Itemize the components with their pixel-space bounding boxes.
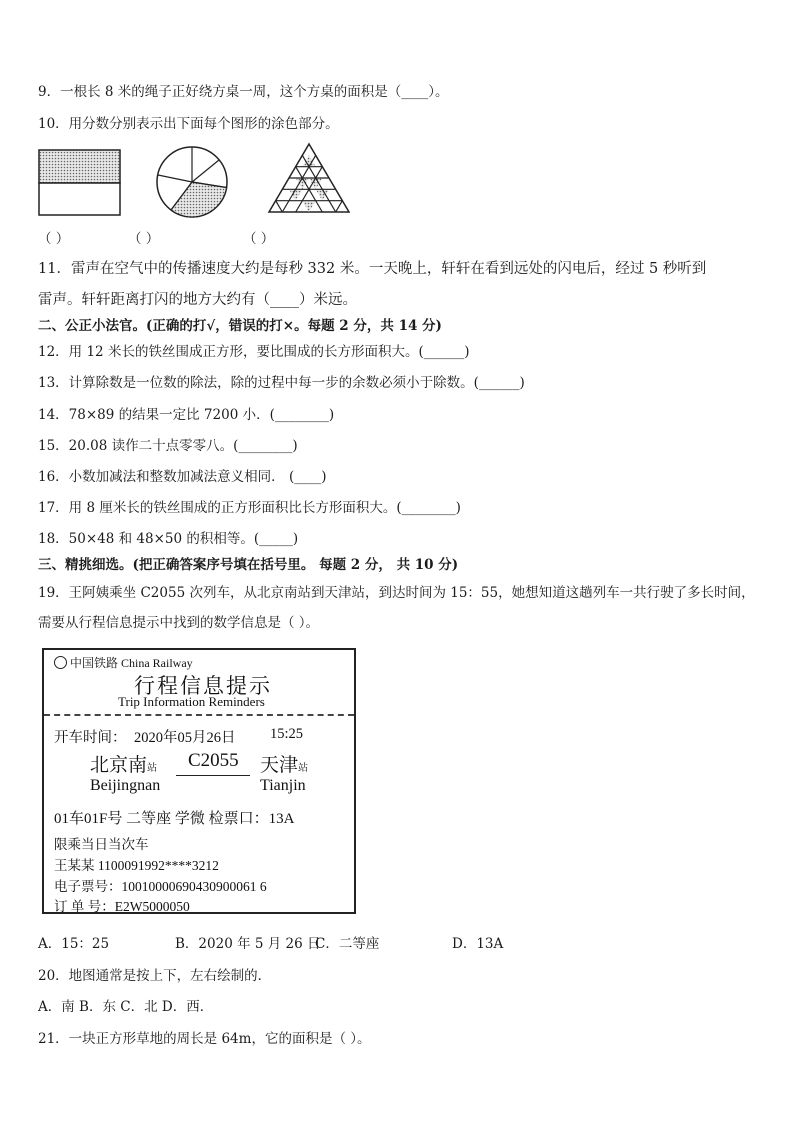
ticket-note: 限乘当日当次车: [54, 837, 149, 852]
q19-option-a: A．15：25: [38, 936, 110, 952]
question-12: 12．用 12 米长的铁丝围成正方形，要比围成的长方形面积大。(______): [38, 344, 470, 360]
question-11-line1: 11．雷声在空气中的传播速度大约是每秒 332 米。一天晚上，轩轩在看到远处的闪电后，经过 5 秒听到: [38, 261, 707, 277]
depart-date: 2020年05月26日: [134, 730, 236, 746]
question-15: 15．20.08 读作二十点零零八。(________): [38, 438, 298, 454]
railway-logo-icon: [54, 656, 67, 669]
question-9: 9．一根长 8 米的绳子正好绕方桌一周，这个方桌的面积是（____）。: [38, 84, 449, 100]
q20-options: A．南 B．东 C．北 D．西．: [38, 999, 214, 1015]
q10-blank-1: （ ）: [38, 231, 70, 247]
question-20: 20．地图通常是按上下，左右绘制的．: [38, 968, 272, 984]
eticket-number: 电子票号：10010000690430900061 6: [54, 879, 267, 894]
train-number: C2055: [188, 750, 239, 771]
circle-figure: [157, 147, 227, 217]
from-station-cn: 北京南站: [90, 755, 158, 776]
question-11-line2: 雷声。轩轩距离打闪的地方大约有（____）米远。: [38, 292, 357, 308]
q19-option-c: C．二等座: [315, 936, 380, 952]
ticket-title-cn: 行程信息提示: [134, 674, 272, 698]
question-19-line1: 19．王阿姨乘坐 C2055 次列车，从北京南站到天津站，到达时间为 15：55，她想知道这趟列车一共行驶了多长时间，: [38, 585, 755, 601]
rectangle-figure: [39, 150, 120, 215]
question-14: 14．78×89 的结果一定比 7200 小．(________): [38, 407, 335, 423]
question-17: 17．用 8 厘米长的铁丝围成的正方形面积比长方形面积大。(________): [38, 500, 461, 516]
question-10: 10．用分数分别表示出下面每个图形的涂色部分。: [38, 116, 339, 132]
railway-brand: 中国铁路 China Railway: [54, 654, 193, 671]
order-number: 订 单 号：E2W5000050: [54, 899, 190, 914]
ticket-divider: [44, 714, 354, 716]
trip-info-ticket: [42, 648, 356, 914]
q19-option-b: B．2020 年 5 月 26 日: [175, 936, 321, 952]
section-3-heading: 三、精挑细选。(把正确答案序号填在括号里。 每题 2 分， 共 10 分): [38, 557, 459, 573]
depart-time: 15:25: [270, 726, 304, 742]
triangle-figure: [269, 144, 349, 212]
train-arrow-line: [176, 775, 250, 776]
question-21: 21．一块正方形草地的周长是 64m，它的面积是（ ）。: [38, 1031, 371, 1047]
to-station-en: Tianjin: [260, 777, 306, 794]
ticket-title-en: Trip Information Reminders: [118, 694, 265, 709]
section-2-heading: 二、公正小法官。(正确的打√，错误的打×。每题 2 分，共 14 分): [38, 318, 442, 334]
question-16: 16．小数加减法和整数加减法意义相同． (____): [38, 469, 327, 485]
to-station-cn: 天津站: [260, 755, 309, 776]
q10-blank-2: （ ）: [128, 231, 160, 247]
depart-label: 开车时间：: [54, 730, 127, 746]
passenger-info: 王某某 1100091992****3212: [54, 858, 219, 873]
question-19-line2: 需要从行程信息提示中找到的数学信息是（ ）。: [38, 615, 320, 631]
q19-option-d: D．13A: [452, 936, 504, 952]
question-18: 18．50×48 和 48×50 的积相等。(_____): [38, 531, 299, 547]
fraction-figures: [36, 142, 366, 218]
from-station-en: Beijingnan: [90, 777, 161, 794]
seat-info: 01车01F号 二等座 学微 检票口：13A: [54, 811, 295, 827]
q10-blank-3: （ ）: [243, 231, 275, 247]
question-13: 13．计算除数是一位数的除法，除的过程中每一步的余数必须小于除数。(______): [38, 375, 525, 391]
